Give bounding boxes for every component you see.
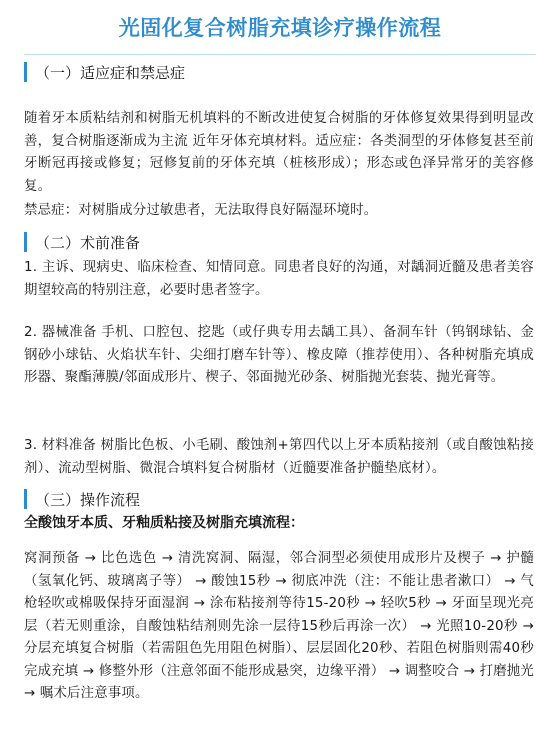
section-marker (24, 62, 27, 82)
indications-paragraph: 随着牙本质粘结剂和树脂无机填料的不断改进使复合树脂的牙体修复效果得到明显改善，复合树脂逐渐成为主流 近年牙体充填材料。适应症：各类洞型的牙体修复甚至前牙断冠再接或修复；冠修复前的牙体充填（桩核形成）；形态或色泽异常牙的美容修复。 (24, 111, 534, 194)
prep-item-1: 1. 主诉、现病史、临床检查、知情同意。同患者良好的沟通，对龋洞近髓及患者美容期望较高的特别注意，必要时患者签字。 (24, 260, 534, 298)
prep-item-3: 3. 材料准备 树脂比色板、小毛刷、酸蚀剂+第四代以上牙本质粘接剂（或自酸蚀粘接剂）、流动型树脂、微混合填料复合树脂材（近髓要准备护髓垫底材）。 (24, 438, 534, 476)
section-label: （二）术前准备 (35, 233, 141, 252)
procedure-subheading: 全酸蚀牙本质、牙釉质粘接及树脂充填流程： (24, 515, 304, 531)
page-title: 光固化复合树脂充填诊疗操作流程 (118, 16, 442, 40)
section-heading-preparation (24, 232, 140, 252)
section-heading-procedure (24, 489, 140, 509)
section-label: （三）操作流程 (35, 490, 141, 509)
section-marker (24, 232, 27, 252)
prep-item-2: 2. 器械准备 手机、口腔包、挖匙（或仔典专用去龋工具）、备洞车针（钨钢球钻、金钢砂小球钻、火焰状车针、尖细打磨车针等）、橡皮障（推荐使用）、各种树脂充填成形器、聚酯薄膜/邻面成形片、楔子、邻面抛光砂条、树脂抛光套装、抛光膏等。 (24, 325, 534, 385)
section-label: （一）适应症和禁忌症 (35, 63, 186, 82)
section-marker (24, 489, 27, 509)
title-divider (24, 54, 536, 55)
procedure-steps-paragraph: 窝洞预备 → 比色选色 → 清洗窝洞、隔湿，邻合洞型必须使用成形片及楔子 → 护髓（氢氧化钙、玻璃离子等） → 酸蚀15秒 → 彻底冲洗（注：不能让患者漱口） → 气枪轻吹或棉吸保持牙面湿润 → 涂布粘接剂等待15-20秒 → 轻吹5秒 → 牙面呈现光亮层（若无则重涂，自酸蚀粘结剂则先涂一层待15秒后再涂一次） → 光照10-20秒 → 分层充填复合树脂（若需阻色先用阻色树脂）、层层固化20秒、若阻色树脂则需40秒完成充填 → 修整外形（注意邻面不能形成悬突，边缘平滑） → 调整咬合 → 打磨抛光 → 嘱术后注意事项。 (24, 551, 534, 701)
contraindications-paragraph: 禁忌症：对树脂成分过敏患者，无法取得良好隔湿环境时。 (24, 203, 378, 218)
section-heading-indications (24, 62, 185, 82)
